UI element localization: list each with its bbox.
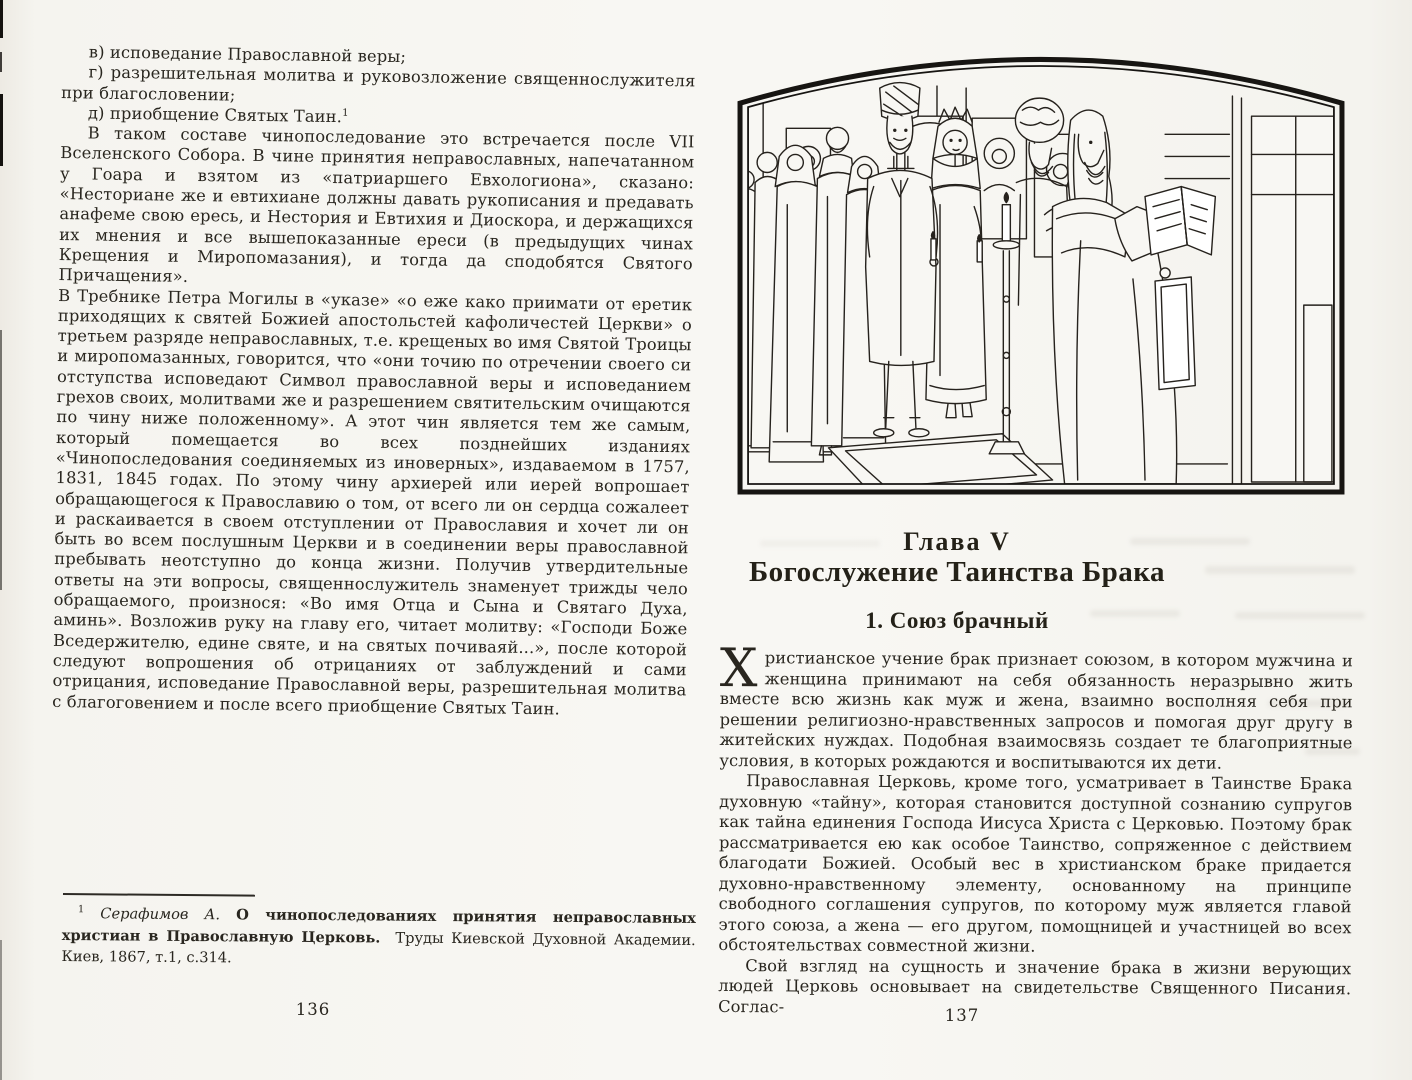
list-item-text: в) исповедание Православной веры; [88,42,407,67]
chapter-label: Глава V [903,527,1011,556]
paragraph-text: ристианское учение брак признает союзом, в котором мужчина и женщина принимают на себя обязанность неразрывно жить вместе всю жизнь как муж и жена, взаимно восполняя себя при решении религиозно-нравственных запросов и помогая друг другу в житейских нуждах. Подобная взаимосвязь создает те благоприятные условия, в которых рождаются и воспитываются их дети. [719,648,1353,773]
left-page-text [52,42,696,721]
wedding-ceremony-illustration [733,53,1349,502]
candle-flame [978,235,981,242]
candle-flame [1004,193,1008,203]
hanging-cloth [1155,277,1195,390]
scan-edge-mark [0,0,3,38]
paragraph: Православная Церковь, кроме того, усматривает в Таинстве Брака духовную «тайну», которая становится доступной сознанию супругов как тайна единения Господа Иисуса Христа с Церковью. Поэтому брак рассматривается ею как особое Таинство, сопряженное с действием благодати Божией. Особый вес в христианском браке придается духовно-нравственному элементу, основанному на принципе свободного соглашения супругов, по которому муж является главой этого союза, а жена — его другом, помощницей и участницей во всех обстоятельствах совместной жизни. [718,771,1353,956]
footnote [61,903,695,972]
footnote-author: Серафимов А. [100,905,221,924]
scan-edge-mark [0,52,2,72]
right-page-text [718,638,1353,1020]
footnote-text [61,903,695,972]
scan-edge-mark [0,330,2,590]
scan-edge-mark [0,940,2,1080]
footnote-source: Труды Киевской Духовной Академии. Киев, 1867, т.1, с.314. [61,929,696,967]
page-number-right: 137 [944,1006,980,1025]
candle-flame [931,232,934,239]
open-book [1145,187,1215,255]
paragraph: В таком составе чинопоследование это встречается после VII Вселенского Собора. В чине принятия неправославных, напечатанном у Гоара и взятом из «патриаршего Евхологиона», сказано: «Несториане же и евтихиане должны давать рукописания и предавать анафеме свою ересь, и Нестория и Евтихия и Диоскора, и держащихся их мнения и все вышепоказанные ереси (в предыдущих чинах Крещения и Миропомазания), и тогда да сподобятся Святого Причащения». [58,123,695,287]
footnote-reference: 1 [342,107,349,119]
page-number-left: 136 [295,1000,331,1019]
right-wall [1232,96,1336,484]
priest [1052,110,1215,493]
footnote-title: О чинопоследованиях принятия неправославных христиан в Православную Церковь. [61,906,696,947]
scan-edge-mark [0,94,3,166]
footnote-rule [63,893,255,897]
drop-cap: Х [719,638,758,700]
bleed-through-mark [1205,566,1355,574]
list-item-text: г) разрешительная молитва и руковозложение священнослужителя при благословении; [61,62,696,105]
list-item-text: д) приобщение Святых Таин. [87,103,343,127]
section-title: 1. Союз брачный [865,608,1049,633]
paragraph: Свой взгляд на сущность и значение брака в жизни верующих людей Церковь основывает на свидетельстве Священного Писания. Соглас- [718,955,1352,1016]
paragraph: В Требнике Петра Могилы в «указе» «о еже како приимати от еретик приходящих к святей Божией апостольстей кафоличестей Церкви» о третьем разряде неправославных, т.е. крещеных во имя Святой Троицы и миропомазанных, говорится, что «они точию по отречении своего си отступства исповедают Символ православной веры и исповеданием грехов своих, молитвами же и разрешением святительским очищаются по чину ниже положенному». А этот чин является тем же самым, который помещается во всех позднейших изданиях «Чинопоследования соединяемых из иноверных», издаваемом в 1757, 1831, 1845 годах. По этому чину архиерей или иерей вопрошает обращающегося к Православию о том, от всего ли он сердца сожалеет и раскаивается в своем отступлении от Православия и хочет ли он быть во всем послушным Церкви и в соединении веры православной пребывать неотступно до конца жизни. Получив утвердительные ответы на эти вопросы, священнослужитель знаменует трижды чело обращаемого, произнося: «Во имя Отца и Сына и Святаго Духа, аминь». Возложив руку на главу его, читает молитву: «Господи Боже Вседержителю, едине святе, и на святых почиваяй...», после которой следуют вопрошения об отрицаниях от заблуждений и сами отрицания, исповедание Православной веры, разрешительная молитва с благоговением и после всего приобщение Святых Таин. [52,285,693,718]
congregation [733,127,886,462]
footnote-marker: 1 [77,904,85,916]
mitre [1015,98,1063,142]
bleed-through-mark [1235,612,1365,619]
chapter-title: Богослужение Таинства Брака [748,556,1166,588]
paragraph-dropcap [719,638,1353,774]
